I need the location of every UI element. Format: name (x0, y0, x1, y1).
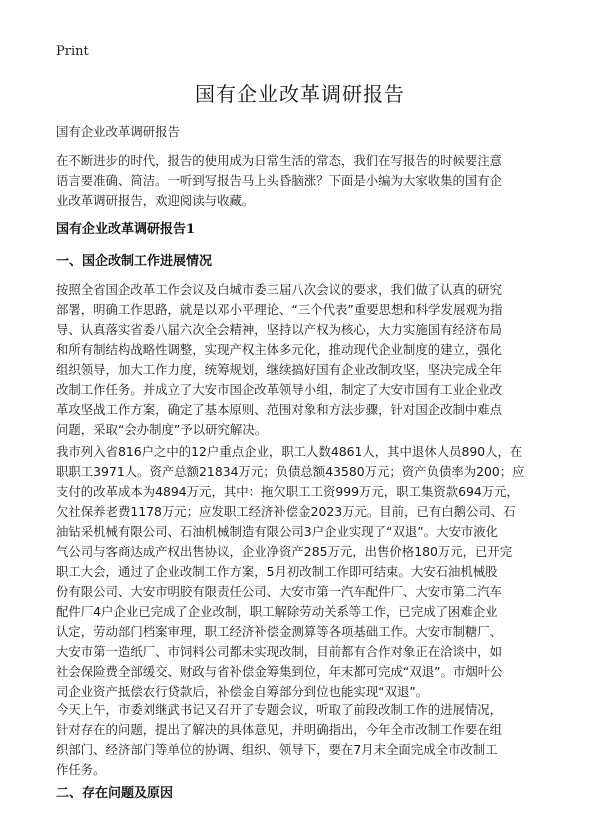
paragraph-line: 革攻坚战工作方案，确定了基本原则、范围对象和方法步骤，针对国企改制中难点 (56, 402, 503, 417)
paragraph-line: 织部门、经济部门等单位的协调、组织、领导下，要在7月末全面完成全市改制工 (56, 742, 498, 757)
paragraph-line: 职工大会，通过了企业改制工作方案，5月初改制工作即可结束。大安石油机械股 (56, 564, 498, 579)
paragraph-line: 改制工作任务。并成立了大安市国企改革领导小组，制定了大安市国有工业企业改 (56, 382, 503, 397)
paragraph-line: 欠社保养老费1178万元；应发职工经济补偿金2023万元。目前，已有白鹅公司、石 (56, 504, 516, 519)
paragraph-line: 认定，劳动部门档案审理，职工经济补偿金测算等各项基础工作。大安市制糖厂、 (56, 624, 503, 639)
paragraph-line: 司企业资产抵偿农行贷款后，补偿金自筹部分到位也能实现“双退”。 (56, 684, 429, 699)
paragraph-line: 针对存在的问题，提出了解决的具体意见，并明确指出，今年全市改制工作要在组 (56, 722, 503, 737)
intro-line: 在不断进步的时代，报告的使用成为日常生活的常态，我们在写报告的时候要注意 (56, 153, 503, 168)
paragraph-line: 部署，明确工作思路，就是以邓小平理论、“三个代表”重要思想和科学发展观为指 (56, 302, 503, 317)
paragraph-line: 油钻采机械有限公司、石油机械制造有限公司3户企业实现了“双退”。大安市液化 (56, 524, 499, 539)
paragraph-line: 和所有制结构战略性调整，实现产权主体多元化，推动现代企业制度的建立，强化 (56, 342, 503, 357)
paragraph-line: 作任务。 (56, 762, 106, 777)
paragraph-line: 问题，采取“会办制度”予以研究解决。 (56, 422, 268, 437)
intro-line: 语言要准确、简洁。一听到写报告马上头昏脑涨？下面是小编为大家收集的国有企 (56, 173, 503, 188)
page-title: 国有企业改革调研报告 (195, 82, 405, 106)
document-subtitle: 国有企业改革调研报告 (56, 124, 180, 139)
paragraph-line: 导、认真落实省委八届六次全会精神，坚持以产权为核心，大力实施国有经济布局 (56, 322, 503, 337)
paragraph-line: 配件厂4户企业已完成了企业改制，职工解除劳动关系等工作，已完成了困难企业 (56, 604, 498, 619)
report-heading: 国有企业改革调研报告1 (56, 222, 196, 237)
paragraph-line: 按照全省国企改革工作会议及白城市委三届八次会议的要求，我们做了认真的研究 (56, 282, 503, 297)
paragraph-line: 组织领导，加大工作力度，统筹规划，继续搞好国有企业改制攻坚，坚决完成全年 (56, 362, 503, 377)
paragraph-line: 份有限公司、大安市明胶有限责任公司、大安市第一汽车配件厂、大安市第二汽车 (56, 584, 503, 599)
section-heading-2: 二、存在问题及原因 (56, 786, 174, 801)
paragraph-line: 社会保险费全部缓交、财政与省补偿金筹集到位，年末都可完成“双退”。市烟叶公 (56, 664, 503, 679)
paragraph-line: 职职工3971人。资产总额21834万元；负债总额43580万元；资产负债率为200；应 (56, 464, 525, 479)
intro-line: 业改革调研报告，欢迎阅读与收藏。 (56, 193, 255, 208)
paragraph-1 (56, 280, 546, 440)
paragraph-2 (56, 442, 546, 702)
paragraph-3 (56, 700, 546, 780)
print-link[interactable]: Print (56, 44, 89, 59)
paragraph-line: 大安市第一造纸厂、市饲料公司都未实现改制，目前都有合作对象正在洽谈中，如 (56, 644, 503, 659)
paragraph-line: 今天上午，市委刘继武书记又召开了专题会议，听取了前段改制工作的进展情况， (56, 702, 503, 717)
intro-paragraph (56, 151, 546, 211)
paragraph-line: 支付的改革成本为4894万元，其中：拖欠职工工资999万元，职工集资款694万元， (56, 484, 519, 499)
paragraph-line: 我市列入省816户之中的12户重点企业，职工人数4861人，其中退休人员890人，在 (56, 444, 523, 459)
section-heading-1: 一、国企改制工作进展情况 (56, 254, 213, 269)
paragraph-line: 气公司与客商达成产权出售协议，企业净资产285万元，出售价格180万元，已开完 (56, 544, 513, 559)
